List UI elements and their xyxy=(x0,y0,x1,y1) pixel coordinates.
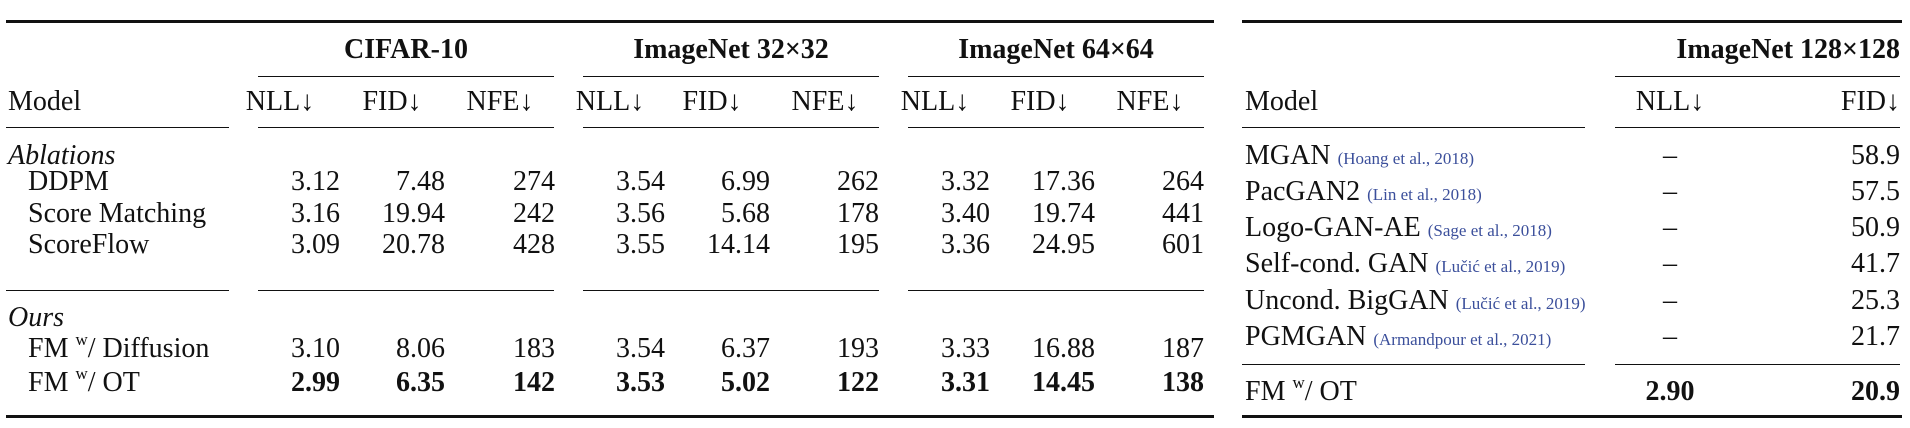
right-header-fid: FID↓ xyxy=(1840,86,1900,117)
table-cell: 3.56 xyxy=(616,198,665,229)
col-header: FID↓ xyxy=(682,86,742,117)
table-cell: 3.16 xyxy=(291,198,340,229)
table-cell: 24.95 xyxy=(1032,229,1095,260)
table-cell: 264 xyxy=(1162,166,1204,197)
section-rule-imagenet64 xyxy=(908,290,1204,291)
right-row-model xyxy=(1245,323,1551,351)
right-cell-nll: – xyxy=(1663,321,1677,352)
right-row-model xyxy=(1245,214,1552,242)
table-cell: 122 xyxy=(837,367,879,398)
model-name: PacGAN2 xyxy=(1245,176,1361,207)
table-cell: 187 xyxy=(1162,333,1204,364)
left-top-rule xyxy=(6,20,1214,23)
header-rule-imagenet64 xyxy=(908,127,1204,128)
left-model-header: Model xyxy=(8,86,82,117)
table-cell: 3.09 xyxy=(291,229,340,260)
cmidrule-imagenet64 xyxy=(908,76,1204,77)
group-title-cifar10: CIFAR-10 xyxy=(344,34,468,65)
table-cell: 274 xyxy=(513,166,555,197)
table-cell: 5.02 xyxy=(721,367,770,398)
group-title-imagenet64: ImageNet 64×64 xyxy=(958,34,1154,65)
citation: (Armandpour et al., 2021) xyxy=(1373,330,1552,349)
table-cell: 262 xyxy=(837,166,879,197)
section-title-ours: Ours xyxy=(8,302,65,333)
table-cell: 20.78 xyxy=(382,229,445,260)
row-model-name xyxy=(28,330,210,364)
citation: (Lučić et al., 2019) xyxy=(1435,257,1566,276)
table-cell: 3.53 xyxy=(616,367,665,398)
right-cell-fid: 21.7 xyxy=(1851,321,1900,352)
table-cell: 441 xyxy=(1162,198,1204,229)
row-model-name: DDPM xyxy=(28,166,109,197)
right-cell-nll: – xyxy=(1663,176,1677,207)
col-header: NFE↓ xyxy=(791,86,859,117)
row-model-name: Score Matching xyxy=(28,198,207,229)
table-cell: 3.10 xyxy=(291,333,340,364)
table-cell: 428 xyxy=(513,229,555,260)
right-mid-rule-metrics xyxy=(1615,364,1900,365)
citation: (Sage et al., 2018) xyxy=(1427,221,1552,240)
table-cell: 3.12 xyxy=(291,166,340,197)
right-cmidrule xyxy=(1615,76,1900,77)
row-model-name xyxy=(28,364,140,398)
right-cell-fid: 58.9 xyxy=(1851,140,1900,171)
model-name: MGAN xyxy=(1245,140,1331,171)
section-rule-imagenet32 xyxy=(583,290,879,291)
right-model-header: Model xyxy=(1245,86,1319,117)
citation: (Lučić et al., 2019) xyxy=(1455,294,1586,313)
table-cell: 2.99 xyxy=(291,367,340,398)
right-final-model: FM $^w$/ OT xyxy=(1245,373,1357,407)
right-cell-fid: 25.3 xyxy=(1851,285,1900,316)
table-cell: 242 xyxy=(513,198,555,229)
right-header-rule-metrics xyxy=(1615,127,1900,128)
right-final-nll: 2.90 xyxy=(1645,376,1695,407)
table-cell: 3.32 xyxy=(941,166,990,197)
right-cell-fid: 41.7 xyxy=(1851,248,1900,279)
col-header: NLL↓ xyxy=(900,86,970,117)
right-cell-fid: 50.9 xyxy=(1851,212,1900,243)
right-cell-nll: – xyxy=(1663,212,1677,243)
right-final-fid: 20.9 xyxy=(1851,376,1900,407)
col-header: FID↓ xyxy=(1010,86,1070,117)
table-cell: 7.48 xyxy=(396,166,445,197)
header-rule-model xyxy=(6,127,229,128)
col-header: FID↓ xyxy=(362,86,422,117)
right-table-title: ImageNet 128×128 xyxy=(1676,34,1900,65)
section-title-ablations: Ablations xyxy=(8,140,116,171)
model-name-superscript: w xyxy=(75,364,88,383)
right-header-rule-model xyxy=(1242,127,1585,128)
table-cell: 14.45 xyxy=(1032,367,1095,398)
right-header-nll: NLL↓ xyxy=(1635,86,1705,117)
table-cell: 601 xyxy=(1162,229,1204,260)
group-title-imagenet32: ImageNet 32×32 xyxy=(633,34,829,65)
model-name: Uncond. BigGAN xyxy=(1245,285,1449,316)
table-cell: 8.06 xyxy=(396,333,445,364)
table-cell: 19.74 xyxy=(1032,198,1095,229)
table-cell: 183 xyxy=(513,333,555,364)
table-cell: 17.36 xyxy=(1032,166,1095,197)
table-cell: 3.54 xyxy=(616,333,665,364)
table-cell: 3.55 xyxy=(616,229,665,260)
model-name: Logo-GAN-AE xyxy=(1245,212,1421,243)
table-cell: 5.68 xyxy=(721,198,770,229)
header-rule-cifar10 xyxy=(258,127,554,128)
table-cell: 3.33 xyxy=(941,333,990,364)
model-name-superscript: w xyxy=(75,330,88,349)
model-name: Self-cond. GAN xyxy=(1245,248,1429,279)
right-row-model xyxy=(1245,178,1482,206)
header-rule-imagenet32 xyxy=(583,127,879,128)
table-cell: 3.54 xyxy=(616,166,665,197)
table-cell: 193 xyxy=(837,333,879,364)
table-cell: 142 xyxy=(513,367,555,398)
model-name-prefix: FM xyxy=(28,333,76,364)
table-cell: 178 xyxy=(837,198,879,229)
right-cell-nll: – xyxy=(1663,140,1677,171)
table-cell: 3.40 xyxy=(941,198,990,229)
table-cell: 19.94 xyxy=(382,198,445,229)
right-top-rule xyxy=(1242,20,1902,23)
right-row-model xyxy=(1245,142,1474,170)
section-rule-cifar10 xyxy=(258,290,554,291)
table-cell: 14.14 xyxy=(707,229,770,260)
table-cell: 6.37 xyxy=(721,333,770,364)
right-bottom-rule xyxy=(1242,415,1902,418)
right-row-model xyxy=(1245,250,1565,278)
citation: (Lin et al., 2018) xyxy=(1367,185,1482,204)
right-cell-nll: – xyxy=(1663,285,1677,316)
col-header: NLL↓ xyxy=(575,86,645,117)
table-cell: 6.99 xyxy=(721,166,770,197)
model-name-suffix: / OT xyxy=(87,367,140,398)
model-name-prefix: FM xyxy=(28,367,76,398)
right-mid-rule-model xyxy=(1242,364,1585,365)
cmidrule-imagenet32 xyxy=(583,76,879,77)
model-name-suffix: / Diffusion xyxy=(87,333,210,364)
table-cell: 195 xyxy=(837,229,879,260)
citation: (Hoang et al., 2018) xyxy=(1337,149,1474,168)
left-bottom-rule xyxy=(6,415,1214,418)
row-model-name: ScoreFlow xyxy=(28,229,150,260)
table-cell: 3.31 xyxy=(941,367,990,398)
col-header: NFE↓ xyxy=(1116,86,1184,117)
right-cell-nll: – xyxy=(1663,248,1677,279)
model-name: PGMGAN xyxy=(1245,321,1367,352)
table-cell: 3.36 xyxy=(941,229,990,260)
right-cell-fid: 57.5 xyxy=(1851,176,1900,207)
col-header: NLL↓ xyxy=(245,86,315,117)
cmidrule-cifar10 xyxy=(258,76,554,77)
section-rule-model xyxy=(6,290,229,291)
table-cell: 16.88 xyxy=(1032,333,1095,364)
table-cell: 6.35 xyxy=(396,367,445,398)
table-cell: 138 xyxy=(1162,367,1204,398)
right-row-model xyxy=(1245,287,1586,315)
col-header: NFE↓ xyxy=(466,86,534,117)
